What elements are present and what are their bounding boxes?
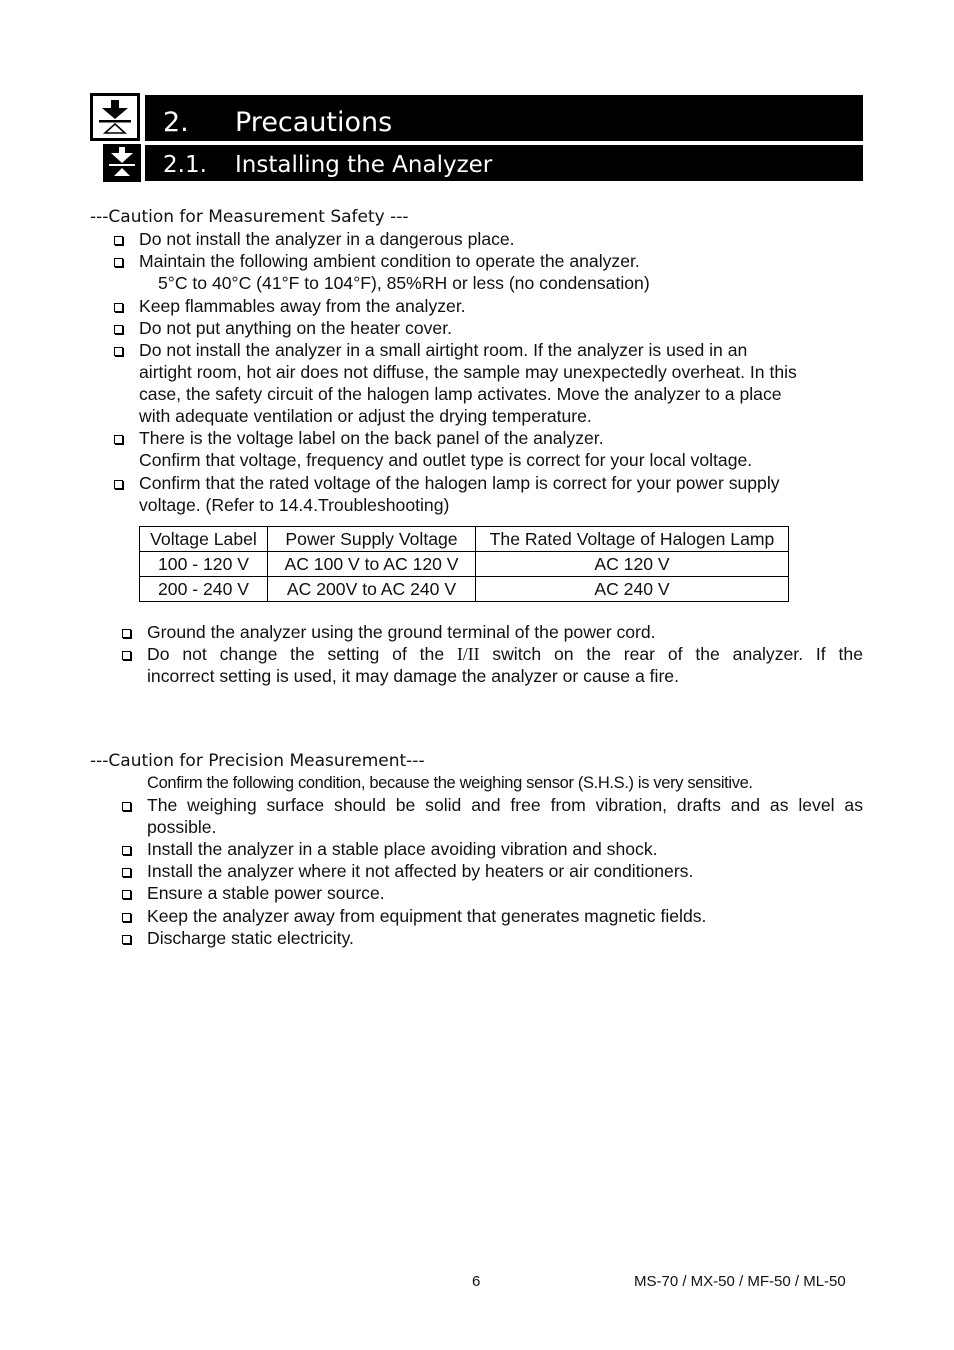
bullet-icon — [122, 868, 131, 877]
bullet-icon — [122, 629, 131, 638]
list-item: Keep the analyzer away from equipment that generates magnetic fields. — [147, 906, 707, 926]
model-list: MS-70 / MX-50 / MF-50 / ML-50 — [634, 1273, 846, 1290]
bullet-icon — [122, 651, 131, 660]
ambient-condition: 5°C to 40°C (41°F to 104°F), 85%RH or less (no condensation) — [158, 273, 650, 293]
table-cell: 100 - 120 V — [140, 552, 268, 577]
subsection-number: 2.1. — [163, 152, 207, 178]
voltage-table — [139, 526, 789, 602]
list-item-continuation: voltage. (Refer to 14.4.Troubleshooting) — [139, 495, 450, 515]
list-item: Keep flammables away from the analyzer. — [139, 296, 466, 316]
list-item-continuation: airtight room, hot air does not diffuse, the sample may unexpectedly overheat. In this — [139, 362, 797, 382]
precision-note: Confirm the following condition, because the weighing sensor (S.H.S.) is very sensitive. — [147, 774, 753, 792]
section-number: 2. — [163, 107, 189, 138]
section-title-bar — [145, 95, 863, 141]
page-number: 6 — [472, 1273, 481, 1290]
table-cell: AC 120 V — [476, 552, 789, 577]
table-header-cell: Power Supply Voltage — [268, 527, 476, 552]
list-item: Do not change the setting of the I/II switch on the rear of the analyzer. If the — [147, 644, 863, 664]
precision-heading: ---Caution for Precision Measurement--- — [90, 751, 425, 771]
list-item: Do not put anything on the heater cover. — [139, 318, 452, 338]
bullet-icon — [114, 325, 123, 334]
list-item: There is the voltage label on the back panel of the analyzer. — [139, 428, 604, 448]
subsection-title: Installing the Analyzer — [235, 152, 493, 178]
list-item-continuation: possible. — [147, 817, 217, 837]
list-item: Maintain the following ambient condition to operate the analyzer. — [139, 251, 640, 271]
list-item: Discharge static electricity. — [147, 928, 354, 948]
bullet-icon — [114, 236, 123, 245]
caution-icon — [90, 93, 140, 141]
list-item: Ensure a stable power source. — [147, 883, 385, 903]
list-item: Do not install the analyzer in a dangerous place. — [139, 229, 515, 249]
list-item: Do not install the analyzer in a small airtight room. If the analyzer is used in an — [139, 340, 748, 360]
list-item: Install the analyzer where it not affected by heaters or air conditioners. — [147, 861, 694, 881]
list-item-continuation: incorrect setting is used, it may damage the analyzer or cause a fire. — [147, 666, 679, 686]
table-cell: 200 - 240 V — [140, 577, 268, 602]
bullet-icon — [122, 846, 131, 855]
list-item: The weighing surface should be solid and free from vibration, drafts and as level as — [147, 795, 863, 815]
bullet-icon — [114, 303, 123, 312]
switch-name: I/II — [456, 644, 480, 664]
list-item-continuation: Confirm that voltage, frequency and outlet type is correct for your local voltage. — [139, 450, 753, 470]
subsection-title-bar — [145, 145, 863, 181]
table-cell: AC 240 V — [476, 577, 789, 602]
bullet-icon — [114, 347, 123, 356]
bullet-icon — [122, 935, 131, 944]
list-item: Confirm that the rated voltage of the halogen lamp is correct for your power supply — [139, 473, 780, 493]
bullet-icon — [122, 802, 131, 811]
table-header-row — [140, 527, 789, 552]
bullet-icon — [114, 435, 123, 444]
list-item-continuation: case, the safety circuit of the halogen lamp activates. Move the analyzer to a place — [139, 384, 782, 404]
safety-heading: ---Caution for Measurement Safety --- — [90, 207, 409, 227]
list-item: Ground the analyzer using the ground terminal of the power cord. — [147, 622, 656, 642]
bullet-icon — [122, 913, 131, 922]
bullet-icon — [114, 258, 123, 267]
section-title: Precautions — [235, 107, 393, 138]
table-header-cell: Voltage Label — [140, 527, 268, 552]
table-row — [140, 577, 789, 602]
table-cell: AC 200V to AC 240 V — [268, 577, 476, 602]
caution-icon — [103, 144, 141, 182]
list-item: Install the analyzer in a stable place avoiding vibration and shock. — [147, 839, 658, 859]
list-item-continuation: with adequate ventilation or adjust the drying temperature. — [139, 406, 592, 426]
bullet-icon — [114, 480, 123, 489]
bullet-icon — [122, 890, 131, 899]
table-row — [140, 552, 789, 577]
table-cell: AC 100 V to AC 120 V — [268, 552, 476, 577]
table-header-cell: The Rated Voltage of Halogen Lamp — [476, 527, 789, 552]
